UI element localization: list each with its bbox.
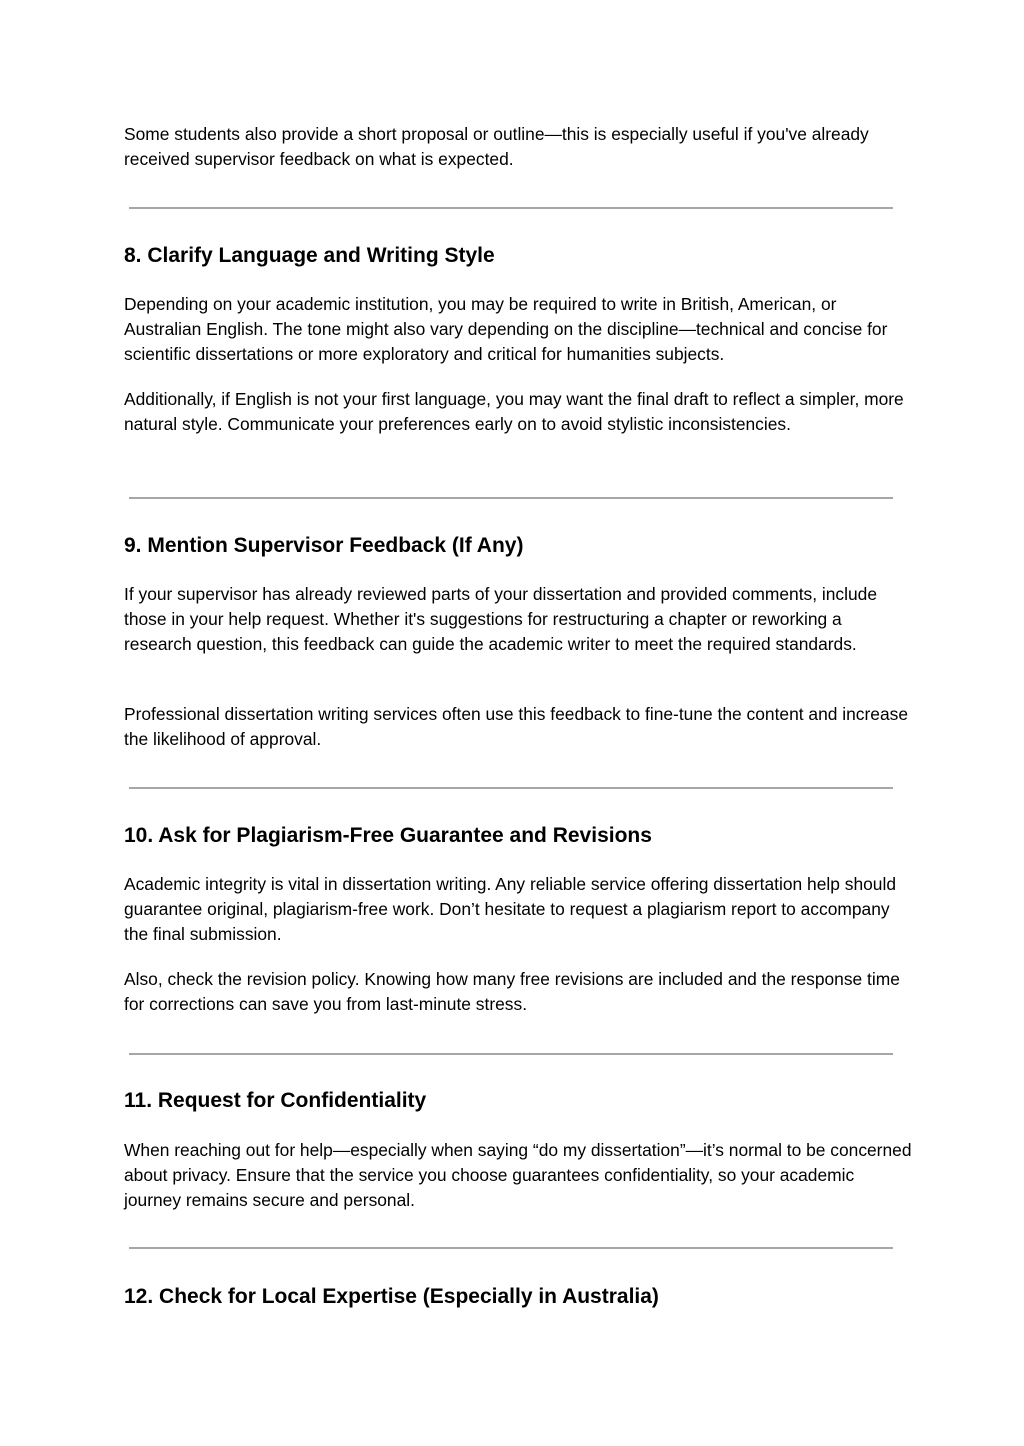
section-heading-11: 11. Request for Confidentiality — [124, 1089, 427, 1112]
section-heading-12: 12. Check for Local Expertise (Especially in Australia) — [124, 1285, 659, 1308]
section-8-paragraph-1: Depending on your academic institution, you may be required to write in British, American, or Australian English. The tone might also vary depending on the discipline—technical and concise for scientific dissertations or more exploratory and critical for humanities subjects. — [124, 294, 888, 364]
intro-paragraph: Some students also provide a short proposal or outline—this is especially useful if you've already received supervisor feedback on what is expected. — [124, 124, 869, 169]
section-divider — [129, 1247, 893, 1249]
section-9-paragraph-1: If your supervisor has already reviewed parts of your dissertation and provided comments, include those in your help request. Whether it's suggestions for restructuring a chapter or reworking a research question, this feedback can guide the academic writer to meet the required standards. — [124, 584, 878, 654]
section-8-paragraph-2: Additionally, if English is not your first language, you may want the final draft to reflect a simpler, more natural style. Communicate your preferences early on to avoid stylistic inconsistencies. — [124, 389, 904, 434]
section-divider — [129, 207, 893, 209]
section-heading-10: 10. Ask for Plagiarism-Free Guarantee and Revisions — [124, 824, 652, 847]
section-divider — [129, 787, 893, 789]
section-9-paragraph-2: Professional dissertation writing services often use this feedback to fine-tune the content and increase the likelihood of approval. — [124, 704, 908, 749]
section-heading-8: 8. Clarify Language and Writing Style — [124, 244, 495, 267]
section-divider — [129, 497, 893, 499]
section-10-paragraph-1: Academic integrity is vital in dissertation writing. Any reliable service offering dissertation help should guarantee original, plagiarism-free work. Don’t hesitate to request a plagiarism report to accompany the final submission. — [124, 874, 897, 944]
section-divider — [129, 1053, 893, 1055]
section-10-paragraph-2: Also, check the revision policy. Knowing how many free revisions are included and the response time for corrections can save you from last-minute stress. — [124, 969, 900, 1014]
section-11-paragraph-1: When reaching out for help—especially when saying “do my dissertation”—it’s normal to be concerned about privacy. Ensure that the service you choose guarantees confidentiality, so your academic journey remains secure and personal. — [124, 1140, 912, 1210]
section-heading-9: 9. Mention Supervisor Feedback (If Any) — [124, 534, 524, 557]
